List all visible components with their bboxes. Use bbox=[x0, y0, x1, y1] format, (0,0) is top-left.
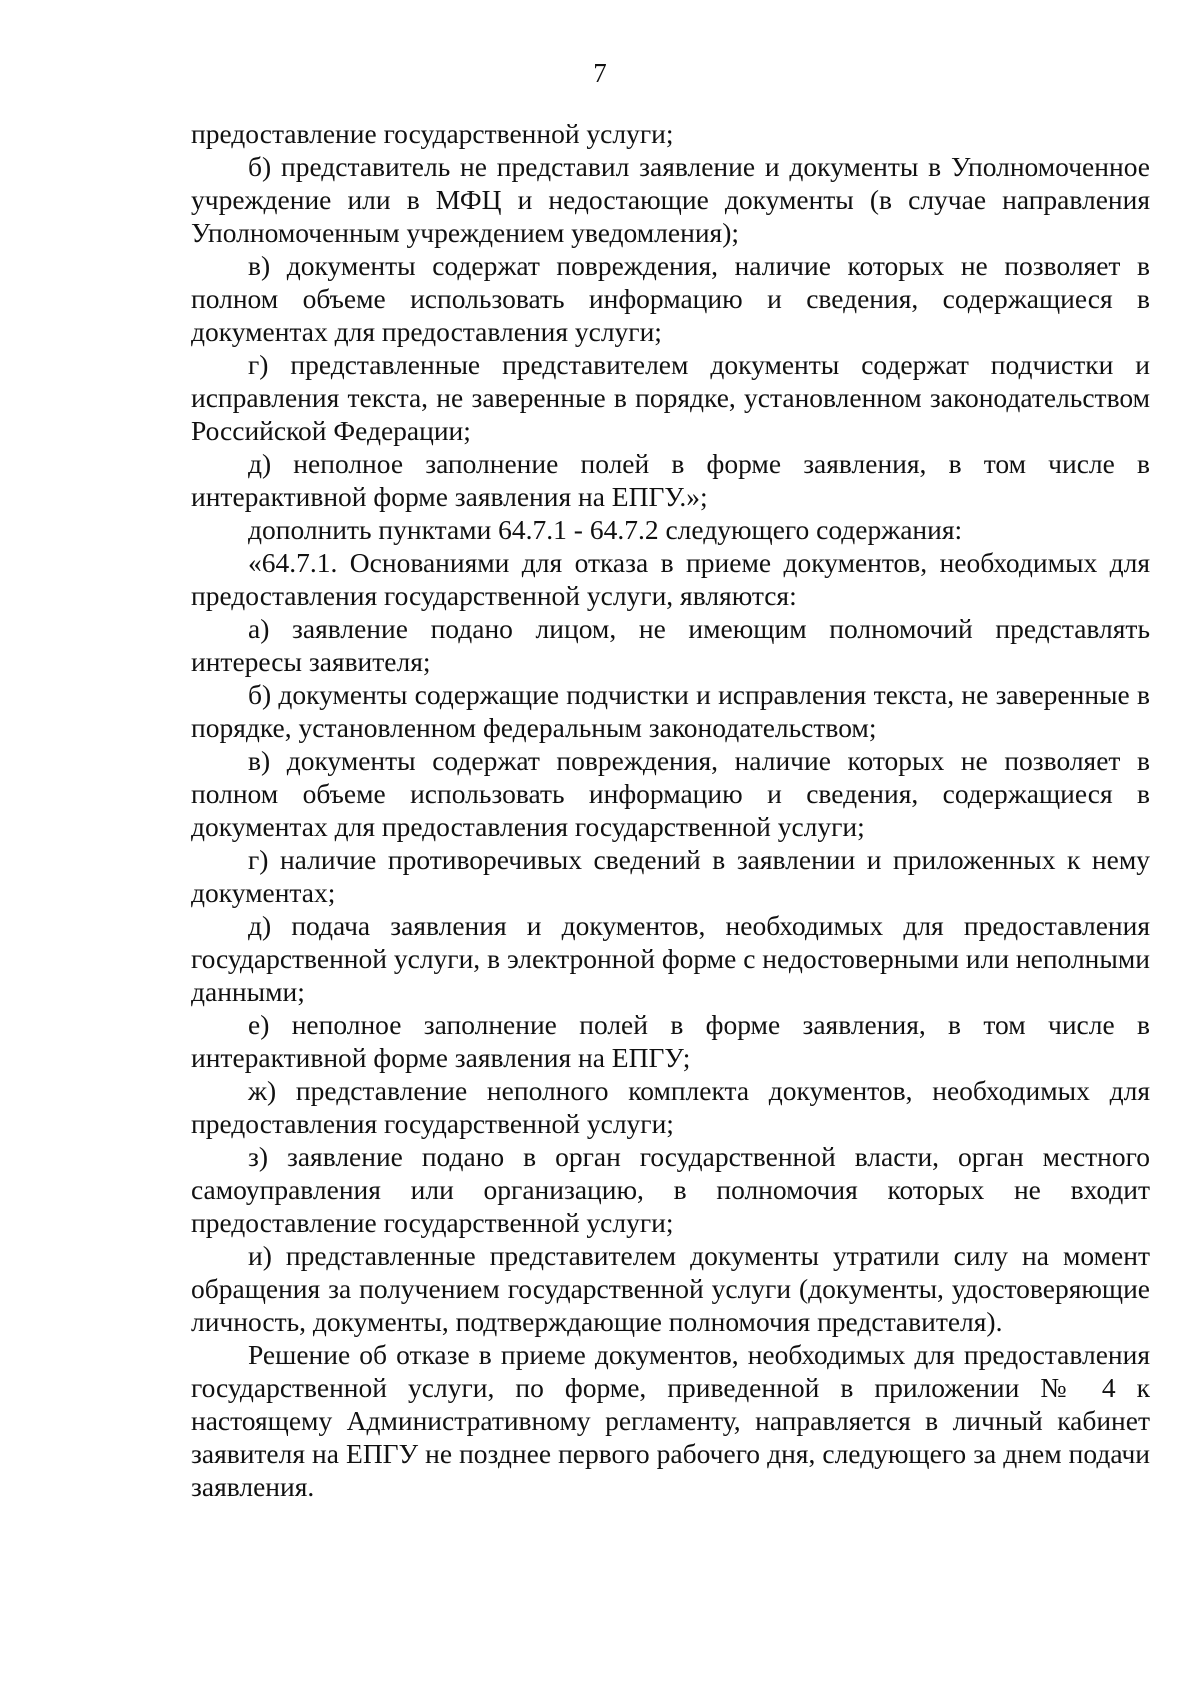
paragraph-item-b: б) представитель не представил заявление и документы в Уполномоченное учреждение или в МФЦ и недостающие документы (в случае направления Уполномоченным учреждением уведомления); bbox=[191, 151, 1150, 248]
paragraph-refusal-a: а) заявление подано лицом, не имеющим полномочий представлять интересы заявителя; bbox=[191, 613, 1150, 677]
paragraph-refusal-z: з) заявление подано в орган государственной власти, орган местного самоуправления или организацию, в полномочия которых не входит предоставление государственной услуги; bbox=[191, 1141, 1150, 1238]
paragraph-item-d: д) неполное заполнение полей в форме заявления, в том числе в интерактивной форме заявления на ЕПГУ.»; bbox=[191, 448, 1150, 512]
paragraph-item-g: г) представленные представителем документы содержат подчистки и исправления текста, не заверенные в порядке, установленном законодательством Российской Федерации; bbox=[191, 349, 1150, 446]
paragraph-refusal-v: в) документы содержат повреждения, наличие которых не позволяет в полном объеме использовать информацию и сведения, содержащиеся в документах для предоставления государственной услуги; bbox=[191, 745, 1150, 842]
paragraph-item-v: в) документы содержат повреждения, наличие которых не позволяет в полном объеме использовать информацию и сведения, содержащиеся в документах для предоставления услуги; bbox=[191, 250, 1150, 347]
paragraph-decision: Решение об отказе в приеме документов, необходимых для предоставления государственной услуги, по форме, приведенной в приложении № 4 к настоящему Административному регламенту, направляется в личный кабинет заявителя на ЕПГУ не позднее первого рабочего дня, следующего за днем подачи заявления. bbox=[191, 1339, 1150, 1502]
paragraph-refusal-zh: ж) представление неполного комплекта документов, необходимых для предоставления государственной услуги; bbox=[191, 1075, 1150, 1139]
paragraph-amendment-intro: дополнить пунктами 64.7.1 - 64.7.2 следующего содержания: bbox=[248, 514, 963, 545]
paragraph-refusal-e: е) неполное заполнение полей в форме заявления, в том числе в интерактивной форме заявления на ЕПГУ; bbox=[191, 1009, 1150, 1073]
document-body bbox=[191, 117, 1150, 1503]
paragraph-refusal-d: д) подача заявления и документов, необходимых для предоставления государственной услуги, в электронной форме с недостоверными или неполными данными; bbox=[191, 910, 1150, 1007]
paragraph-refusal-i: и) представленные представителем документы утратили силу на момент обращения за получением государственной услуги (документы, удостоверяющие личность, документы, подтверждающие полномочия представителя). bbox=[191, 1240, 1150, 1337]
paragraph-refusal-b: б) документы содержащие подчистки и исправления текста, не заверенные в порядке, установленном федеральным законодательством; bbox=[191, 679, 1150, 743]
paragraph-clause-64-7-1: «64.7.1. Основаниями для отказа в приеме документов, необходимых для предоставления государственной услуги, являются: bbox=[191, 547, 1150, 611]
paragraph-continuation: предоставление государственной услуги; bbox=[191, 118, 674, 149]
page-number: 7 bbox=[593, 58, 607, 88]
paragraph-refusal-g: г) наличие противоречивых сведений в заявлении и приложенных к нему документах; bbox=[191, 844, 1150, 908]
